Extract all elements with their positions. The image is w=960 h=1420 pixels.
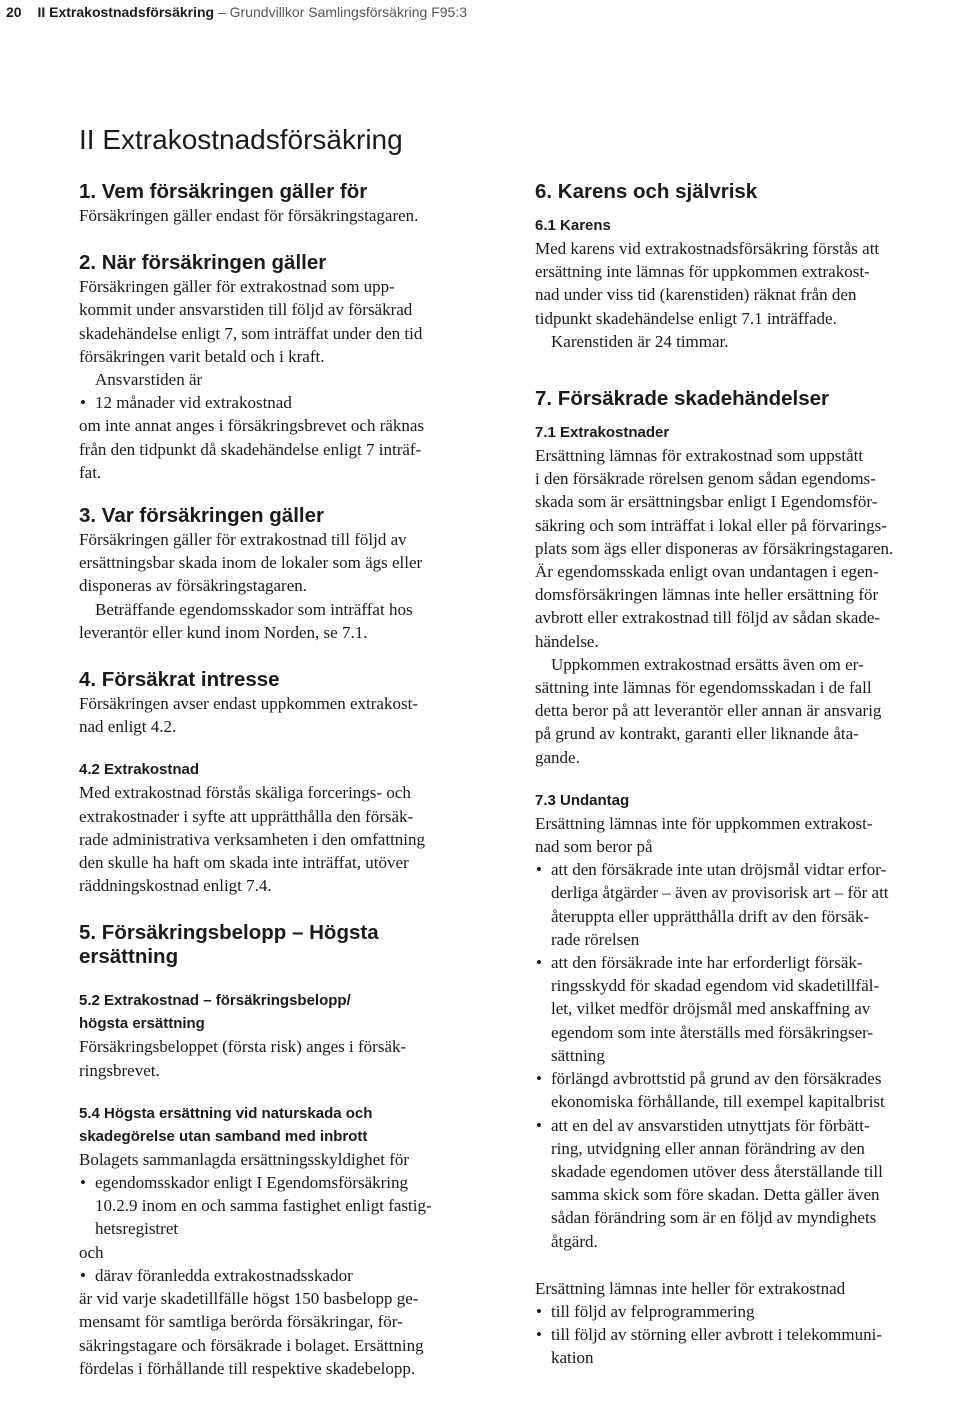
section-7-1-paragraph: Ersättning lämnas för extrakostnad som uppstått i den försäkrade rörelsen genom sådan egendoms- skada som är ersättningsbar enligt I Egendomsför- säkring och som inträffat i lokal eller på förvarings- plats som ägs eller disponeras av försäkringstagaren. Är egendomsskada enligt ovan undantagen i egen- domsförsäkringen lämnas inte heller ersättning för avbrott eller extrakostnad till följd av sådan skade- händelse.: [535, 446, 894, 651]
section-1-heading: 1. Vem försäkringen gäller för: [79, 180, 368, 203]
list-item: • till följd av störning eller avbrott i telekommuni- kation: [535, 1323, 955, 1369]
document-title: II Extrakostnadsförsäkring: [79, 124, 403, 155]
page-number: 20: [6, 4, 22, 20]
list-item: • därav föranledda extrakostnadsskador: [79, 1264, 509, 1287]
list-item: • att en del av ansvarstiden utnyttjats för förbätt- ring, utvidgning eller annan förändring av den skadade egendomen utöver dess återställande till samma skick som före skadan. Detta gäller även sådan förändring som är en följd av myndighets åtgärd.: [535, 1114, 955, 1253]
ansvarstid-list: [79, 391, 509, 414]
list-item: • egendomsskador enligt I Egendomsförsäkring 10.2.9 inom en och samma fastighet enligt fastig- hetsregistret: [79, 1171, 509, 1241]
section-2-paragraph: Försäkringen gäller för extrakostnad som upp- kommit under ansvarstiden till följd av försäkrad skadehändelse enligt 7, som inträffat under den tid försäkringen varit betald och i kraft.: [79, 277, 423, 366]
list-item: • förlängd avbrottstid på grund av den försäkrades ekonomiska förhållande, till exempel kapitalbrist: [535, 1067, 955, 1113]
section-5-2-paragraph: Försäkringsbeloppet (första risk) anges i försäk- ringsbrevet.: [79, 1037, 407, 1080]
running-header: [6, 4, 467, 20]
section-2-after: om inte annat anges i försäkringsbrevet och räknas från den tidpunkt då skadehändelse enligt 7 inträf- fat.: [79, 416, 425, 482]
section-7-heading: 7. Försäkrade skadehändelser: [535, 387, 829, 411]
section-7-3-heading: 7.3 Undantag: [535, 791, 630, 809]
list-item: • att den försäkrade inte utan dröjsmål vidtar erfor- derliga åtgärder – även av provisorisk art – för att återuppta eller upprätthålla drift av den försäk- rade rörelsen: [535, 858, 955, 951]
undantag-list: [535, 858, 955, 1252]
section-4-heading: 4. Försäkrat intresse: [79, 668, 280, 692]
section-7-3-paragraph: Ersättning lämnas inte för uppkommen extrakost- nad som beror på: [535, 813, 873, 857]
section-1-text: Försäkringen gäller endast för försäkringstagaren.: [79, 206, 419, 225]
section-5-heading: 5. Försäkringsbelopp – Högsta ersättning: [79, 921, 379, 969]
section-4-2-paragraph: Med extrakostnad förstås skäliga forcerings- och extrakostnader i syfte att upprätthålla den försäk- rade administrativa verksamheten i den omfattning den skulle ha haft om skada inte inträffat, utöver räddningskostnad enligt 7.4.: [79, 783, 426, 896]
section-5-4-list-1: [79, 1171, 509, 1241]
section-5-4-intro: Bolagets sammanlagda ersättningsskyldighet för: [79, 1149, 410, 1169]
section-6-heading: 6. Karens och självrisk: [535, 180, 758, 203]
section-7-1-paragraph-2: Uppkommen extrakostnad ersätts även om er- sättning inte lämnas för egendomsskadan i de fall detta beror på att leverantör eller annan är ansvarig på grund av kontrakt, garanti eller liknande åta- gande.: [535, 654, 882, 767]
section-4-paragraph: Försäkringen avser endast uppkommen extrakost- nad enligt 4.2.: [79, 694, 418, 737]
section-5-2-heading: 5.2 Extrakostnad – försäkringsbelopp/ högsta ersättning: [79, 992, 351, 1033]
section-5-4-end: är vid varje skadetillfälle högst 150 basbelopp ge- mensamt för samtliga berörda försäkringar, för- säkringstagare och försäkrade i bolaget. Ersättning fördelas i förhållande till respektive skadebelopp.: [79, 1289, 424, 1378]
section-5-4-och: och: [79, 1242, 104, 1262]
header-doc: Grundvillkor Samlingsförsäkring F95:3: [229, 4, 467, 20]
section-7-1-heading: 7.1 Extrakostnader: [535, 424, 670, 442]
list-item: • att den försäkrade inte har erforderligt försäk- ringsskydd för skadad egendom vid skadetillfäl- let, vilket medför dröjsmål med anskaffning av egendom som inte återställs med försäkringser- sättning: [535, 951, 955, 1067]
header-section: II Extrakostnadsförsäkring: [37, 4, 215, 20]
karenstid-text: Karenstiden är 24 timmar.: [551, 331, 729, 351]
section-2-heading: 2. När försäkringen gäller: [79, 251, 327, 275]
header-separator: –: [217, 4, 226, 20]
section-6-1-paragraph: Med karens vid extrakostnadsförsäkring förstås att ersättning inte lämnas för uppkommen extrakost- nad under viss tid (karenstiden) räknat från den tidpunkt skadehändelse enligt 7.1 inträffade.: [535, 239, 880, 328]
closing-list: [535, 1300, 955, 1370]
section-3-paragraph-2: Beträffande egendomsskador som inträffat hos leverantör eller kund inom Norden, se 7.1.: [79, 599, 413, 642]
ansvarstid-intro: Ansvarstiden är: [95, 370, 203, 390]
section-3-paragraph: Försäkringen gäller för extrakostnad till följd av ersättningsbar skada inom de lokaler som ägs eller disponeras av försäkringstagaren.: [79, 530, 423, 596]
section-5-4-list-2: [79, 1264, 509, 1287]
list-item: • till följd av felprogrammering: [535, 1300, 955, 1323]
section-5-4-heading: 5.4 Högsta ersättning vid naturskada och skadegörelse utan samband med inbrott: [79, 1104, 373, 1145]
left-column: [79, 180, 509, 1380]
section-6-1-heading: 6.1 Karens: [535, 217, 611, 234]
section-3-heading: 3. Var försäkringen gäller: [79, 504, 324, 528]
list-item: • 12 månader vid extrakostnad: [79, 391, 509, 414]
section-4-2-heading: 4.2 Extrakostnad: [79, 761, 200, 779]
right-column: [535, 180, 955, 1370]
closing-intro: Ersättning lämnas inte heller för extrakostnad: [535, 1278, 846, 1298]
